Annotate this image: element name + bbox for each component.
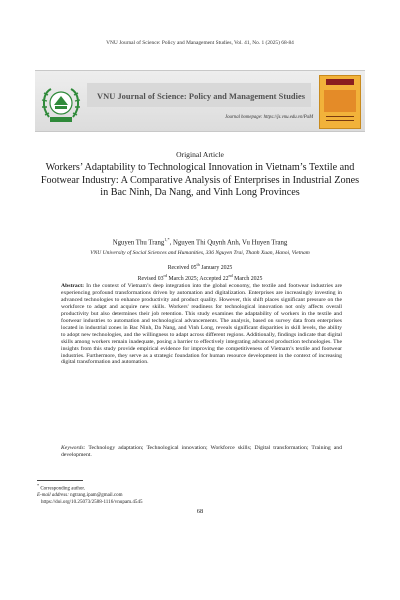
footnote: [37, 483, 123, 500]
journal-homepage-link[interactable]: Journal homepage: https://js.vnu.edu.vn/PaM: [225, 115, 314, 120]
article-dates: [0, 261, 400, 283]
abstract-label: Abstract:: [61, 283, 85, 289]
article-title: Workers’ Adaptability to Technological Innovation in Vietnam’s Textile and Footwear Industry: A Comparative Analysis of Enterprises in Industrial Zones in Bac Ninh, Da Nang, and Vinh Long Provinces: [40, 162, 360, 199]
doi-link[interactable]: https://doi.org/10.25073/2588-1116/vnupam.4545: [41, 499, 143, 505]
keywords-text: Technology adaptation; Technological innovation; Workforce skills; Digital transformation; Training and development.: [61, 445, 342, 458]
abstract: [61, 283, 342, 366]
vnu-logo-icon: [37, 83, 85, 125]
email-link[interactable]: ngtrang.ipam@gmail.com: [68, 493, 123, 499]
affiliation: VNU University of Social Sciences and Humanities, 336 Nguyen Trai, Thanh Xuan, Hanoi, Vietnam: [90, 250, 310, 256]
keywords: [61, 445, 342, 459]
journal-title: VNU Journal of Science: Policy and Management Studies: [97, 92, 306, 101]
author-affiliation-mark: 1,*: [164, 237, 170, 242]
revised-accepted-date: Revised 03rd March 2025; Accepted 22nd March 2025: [137, 272, 263, 282]
corresponding-email: E-mail address: ngtrang.ipam@gmail.com: [37, 493, 123, 499]
keywords-label: Keywords:: [61, 445, 86, 451]
coauthor-names: , Nguyen Thi Quynh Anh, Vu Huyen Trang: [169, 239, 288, 247]
footnote-divider: [37, 480, 83, 481]
received-date: Received 05th January 2025: [167, 262, 233, 271]
page-number: 68: [196, 508, 204, 515]
article-type: Original Article: [176, 150, 224, 159]
journal-banner: [35, 70, 365, 132]
journal-cover-thumbnail-icon: [319, 75, 361, 129]
corresponding-author-note: * Corresponding author.: [37, 483, 86, 492]
running-head: VNU Journal of Science: Policy and Management Studies, Vol. 41, No. 1 (2025) 68-84: [106, 40, 294, 46]
author-list: [0, 237, 400, 246]
author-name: Nguyen Thu Trang: [112, 239, 165, 247]
abstract-text: In the context of Vietnam’s deep integration into the global economy, the textile and footwear industries are experiencing profound transformations driven by automation and digitalization. Enterprises are increasingly investing in advanced technologies to enhance productivity and product quality. However, this shift places significant pressure on the workforce to adapt and acquire new skills. Workers' readiness for technological innovation not only affects overall productivity but also determines their job retention. This study examines the adaptability of workers in the textile and footwear industries to automation and technological advancements. The analysis, based on survey data from enterprises located in industrial zones in Bac Ninh, Da Nang, and Vinh Long, reveals significant disparities in skill levels, the ability to adopt new technologies, and the willingness to adapt across different regions. Additionally, findings indicate that digital skills among workers remain inadequate, posing a barrier to effectively integrating advanced production technologies. The insights from this study provide empirical evidence for improving the competitiveness of Vietnam’s textile and footwear industries. Furthermore, they serve as a strategic foundation for human resource development in the context of increasing digital transformation and automation.: [61, 283, 342, 366]
